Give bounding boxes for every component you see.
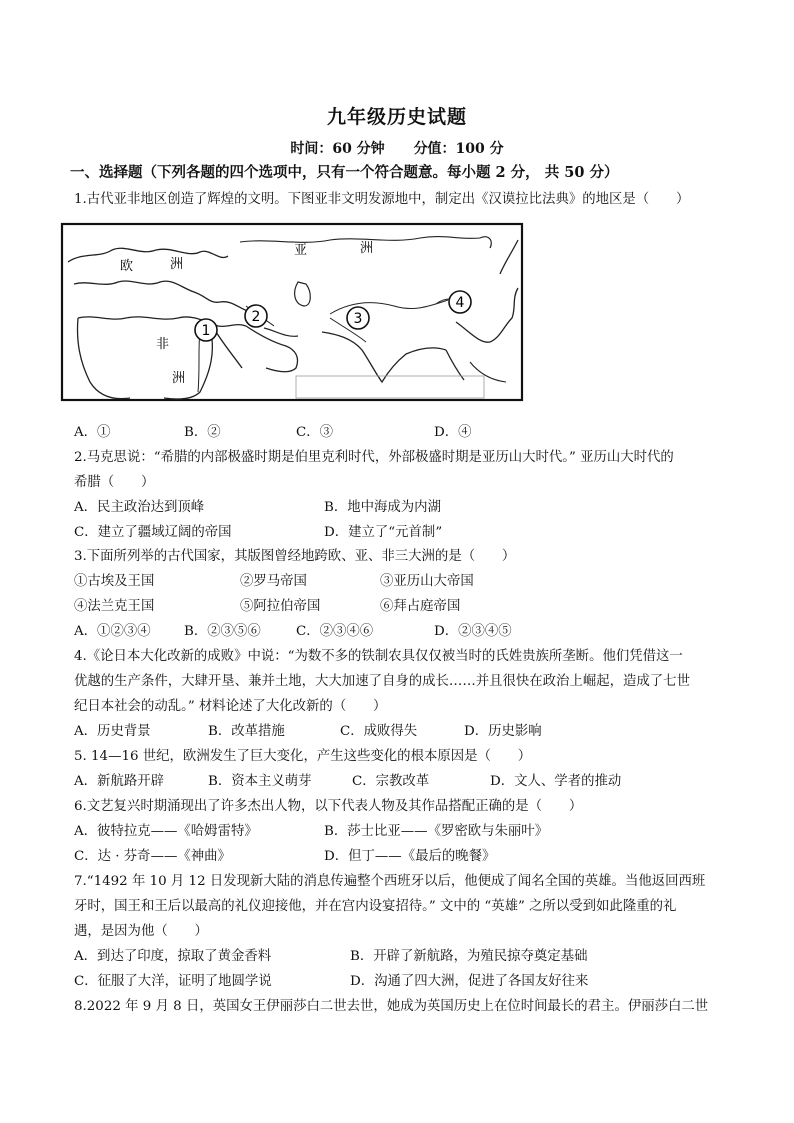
label-asia-1: 亚 — [294, 243, 308, 258]
section-heading: 一、选择题（下列各题的四个选项中，只有一个符合题意。每小题 2 分， 共 50 分） — [70, 164, 619, 181]
exam-subtitle — [0, 138, 794, 158]
option-b[interactable]: B．资本主义萌芽 — [208, 774, 312, 789]
option-d[interactable]: D．②③④⑤ — [434, 624, 512, 639]
label-africa-2: 洲 — [172, 371, 186, 386]
question-7-stem-line1: 7.“1492 年 10 月 12 日发现新大陆的消息传遍整个西班牙以后，他便成了闻名全国的英雄。当他返回西班 — [74, 874, 706, 889]
question-4-stem-line3: 纪日本社会的动乱。” 材料论述了大化改新的（ ） — [74, 699, 387, 714]
option-a[interactable]: A．彼特拉克——《哈姆雷特》 — [74, 824, 258, 839]
option-d[interactable]: D．但丁——《最后的晚餐》 — [324, 849, 496, 864]
question-4-stem-line1: 4.《论日本大化改新的成败》中说：“为数不多的铁制农具仅仅被当时的氏姓贵族所垄断。他们凭借这一 — [74, 649, 683, 664]
option-b[interactable]: B．改革措施 — [208, 724, 285, 739]
option-d[interactable]: D．沟通了四大洲，促进了各国友好往来 — [350, 974, 589, 989]
question-3-stem: 3.下面所列举的古代国家，其版图曾经地跨欧、亚、非三大洲的是（ ） — [74, 549, 516, 564]
map-frame — [62, 224, 522, 400]
question-4-stem-line2: 优越的生产条件，大肆开垦、兼并土地，大大加速了自身的成长……并且很快在政治上崛起，造成了七世 — [74, 674, 690, 689]
item-2: ②罗马帝国 — [240, 574, 307, 589]
option-d[interactable]: D．历史影响 — [464, 724, 542, 739]
option-c[interactable]: C．宗教改革 — [352, 774, 430, 789]
question-7-stem-line3: 遇，是因为他（ ） — [74, 924, 208, 939]
option-a[interactable]: A．新航路开辟 — [74, 774, 165, 789]
marker-1 — [195, 319, 217, 341]
option-d[interactable]: D．文人、学者的推动 — [490, 774, 622, 789]
marker-4 — [449, 291, 471, 313]
option-c[interactable]: C．②③④⑥ — [296, 624, 374, 639]
label-europe-2: 洲 — [170, 257, 184, 272]
marker-2 — [245, 305, 267, 327]
question-8-stem-line1: 8.2022 年 9 月 8 日，英国女王伊丽莎白二世去世，她成为英国历史上在位时间最长的君主。伊丽莎白二世 — [74, 999, 709, 1014]
option-c[interactable]: C．征服了大洋，证明了地圆学说 — [74, 974, 272, 989]
option-b[interactable]: B．地中海成为内湖 — [324, 500, 441, 515]
option-a[interactable]: A．① — [74, 425, 111, 440]
question-7-stem-line2: 牙时，国王和王后以最高的礼仪迎接他，并在宫内设宴招待。” 文中的 “英雄” 之所以受到如此隆重的礼 — [74, 899, 677, 914]
option-b[interactable]: B．开辟了新航路，为殖民掠夺奠定基础 — [350, 949, 588, 964]
item-1: ①古埃及王国 — [74, 574, 155, 589]
option-d[interactable]: D．建立了“元首制” — [324, 525, 443, 540]
option-a[interactable]: A．民主政治达到顶峰 — [74, 500, 205, 515]
label-africa-1: 非 — [156, 337, 170, 352]
question-5-stem: 5. 14—16 世纪，欧洲发生了巨大变化，产生这些变化的根本原因是（ ） — [74, 749, 532, 764]
question-1-stem: 1.古代亚非地区创造了辉煌的文明。下图亚非文明发源地中，制定出《汉谟拉比法典》的地区是（ ） — [74, 192, 690, 207]
item-3: ③亚历山大帝国 — [380, 574, 474, 589]
exam-time: 时间：60 分钟 — [290, 141, 385, 157]
marker-3 — [347, 307, 369, 329]
marker-1-label: 1 — [201, 323, 211, 339]
item-4: ④法兰克王国 — [74, 599, 155, 614]
item-5: ⑤阿拉伯帝国 — [240, 599, 321, 614]
option-b[interactable]: B．莎士比亚——《罗密欧与朱丽叶》 — [324, 824, 549, 839]
option-a[interactable]: A．历史背景 — [74, 724, 151, 739]
option-a[interactable]: A．①②③④ — [74, 624, 151, 639]
label-europe-1: 欧 — [120, 259, 134, 274]
option-c[interactable]: C．达 · 芬奇——《神曲》 — [74, 849, 231, 864]
exam-score: 分值：100 分 — [413, 141, 504, 157]
ancient-civilization-map — [60, 222, 524, 402]
marker-4-label: 4 — [455, 295, 465, 311]
question-2-stem-line2: 希腊（ ） — [74, 475, 155, 490]
marker-3-label: 3 — [353, 311, 363, 327]
option-b[interactable]: B．②③⑤⑥ — [184, 624, 261, 639]
option-d[interactable]: D．④ — [434, 425, 472, 440]
label-asia-2: 洲 — [360, 241, 374, 256]
option-c[interactable]: C．建立了疆域辽阔的帝国 — [74, 525, 232, 540]
option-b[interactable]: B．② — [184, 425, 221, 440]
item-6: ⑥拜占庭帝国 — [380, 599, 461, 614]
option-c[interactable]: C．成败得失 — [340, 724, 418, 739]
exam-title: 九年级历史试题 — [326, 106, 467, 128]
question-2-stem-line1: 2.马克思说：“希腊的内部极盛时期是伯里克利时代，外部极盛时期是亚历山大时代。” 亚历山大时代的 — [74, 450, 674, 465]
marker-2-label: 2 — [251, 309, 261, 325]
question-6-stem: 6.文艺复兴时期涌现出了许多杰出人物，以下代表人物及其作品搭配正确的是（ ） — [74, 799, 583, 814]
option-c[interactable]: C．③ — [296, 425, 334, 440]
option-a[interactable]: A．到达了印度，掠取了黄金香料 — [74, 949, 272, 964]
